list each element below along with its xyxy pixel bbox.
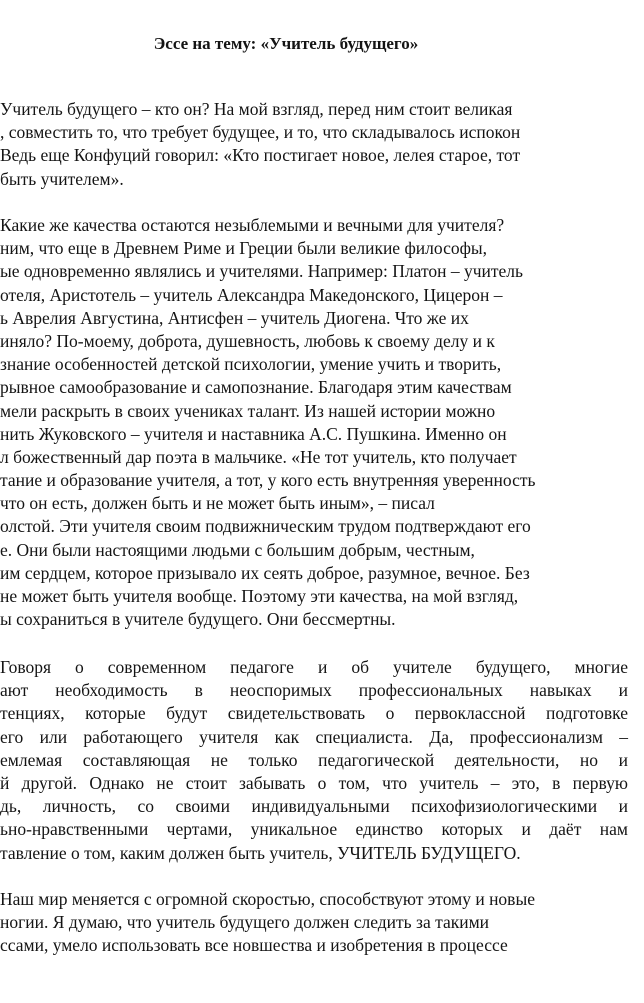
text-line: , совместить то, что требует будущее, и то, что складывалось испокон: [0, 122, 521, 143]
text-line: нить Жуковского – учителя и наставника А.С. Пушкина. Именно он: [0, 423, 507, 444]
text-line: емлемая составляющая не только педагогической деятельности, но и: [0, 749, 628, 770]
text-line: е. Они были настоящими людьми с большим добрым, честным,: [0, 539, 475, 560]
text-line: иняло? По-моему, доброта, душевность, любовь к своему делу и к: [0, 330, 495, 351]
text-line: тавление о том, каким должен быть учитель, УЧИТЕЛЬ БУДУЩЕГО.: [0, 842, 521, 863]
text-line: что он есть, должен быть и не может быть иным», – писал: [0, 493, 435, 514]
text-line: й другой. Однако не стоит забывать о том, что учитель – это, в первую: [0, 772, 628, 793]
text-line: олстой. Эти учителя своим подвижническим трудом подтверждают его: [0, 516, 531, 537]
paragraph-2: [0, 214, 644, 631]
text-line: им сердцем, которое призывало их сеять доброе, разумное, вечное. Без: [0, 562, 530, 583]
paragraph-3: [0, 656, 644, 865]
text-line: ые одновременно являлись и учителями. Например: Платон – учитель: [0, 261, 524, 282]
text-line: ссами, умело использовать все новшества и изобретения в процессе: [0, 935, 508, 956]
text-line: ают необходимость в неоспоримых профессиональных навыках и: [0, 680, 628, 701]
text-line: ним, что еще в Древнем Риме и Греции были великие философы,: [0, 238, 488, 259]
text-line: Наш мир меняется с огромной скоростью, способствуют этому и новые: [0, 889, 535, 909]
essay-title: Эссе на тему: «Учитель будущего»: [153, 34, 419, 53]
text-line: отеля, Аристотель – учитель Александра Македонского, Цицерон –: [0, 284, 503, 305]
text-line: рывное самообразование и самопознание. Благодаря этим качествам: [0, 377, 512, 398]
text-line: дь, личность, со своими индивидуальными психофизиологическими и: [0, 796, 628, 817]
text-line: тание и образование учителя, а тот, у кого есть внутренняя уверенность: [0, 470, 536, 491]
text-line: Говоря о современном педагоге и об учителе будущего, многие: [0, 657, 628, 677]
text-line: ы сохраниться в учителе будущего. Они бессмертны.: [0, 609, 396, 630]
text-line: Ведь еще Конфуций говорил: «Кто постигает новое, лелея старое, тот: [0, 145, 521, 166]
text-line: не может быть учителя вообще. Поэтому эти качества, на мой взгляд,: [0, 586, 519, 606]
paragraph-4: [0, 888, 644, 958]
text-line: тенциях, которые будут свидетельствовать о первоклассной подготовке: [0, 703, 628, 724]
text-line: ь Аврелия Августина, Антисфен – учитель Диогена. Что же их: [0, 307, 469, 328]
text-line: его или работающего учителя как специалиста. Да, профессионализм –: [0, 726, 628, 747]
text-line: быть учителем».: [0, 168, 124, 189]
text-line: ногии. Я думаю, что учитель будущего должен следить за такими: [0, 912, 490, 933]
text-line: л божественный дар поэта в мальчике. «Не тот учитель, кто получает: [0, 446, 517, 467]
text-line: Учитель будущего – кто он? На мой взгляд, перед ним стоит великая: [0, 99, 513, 119]
paragraph-1: [0, 98, 644, 191]
text-line: ьно-нравственными чертами, уникальное единство которых и даёт нам: [0, 819, 628, 840]
text-line: мели раскрыть в своих учениках талант. Из нашей истории можно: [0, 400, 496, 421]
text-line: знание особенностей детской психологии, умение учить и творить,: [0, 354, 502, 375]
text-line: Какие же качества остаются незыблемыми и вечными для учителя?: [0, 215, 505, 235]
